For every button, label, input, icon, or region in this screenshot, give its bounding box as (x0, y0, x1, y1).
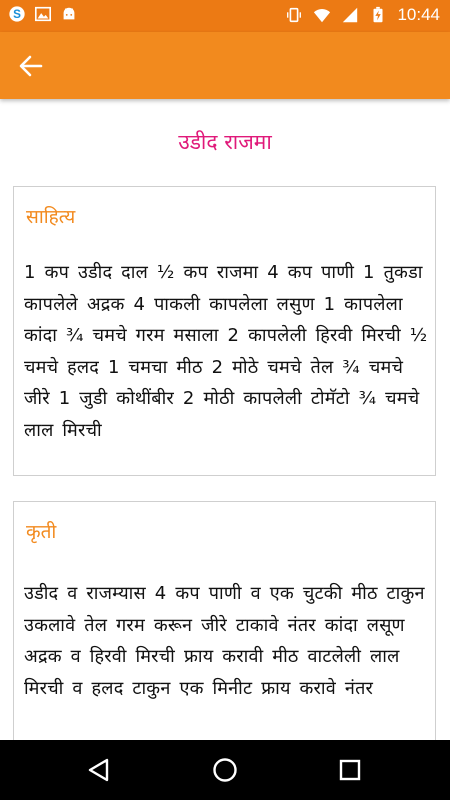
nav-home-button[interactable] (211, 756, 239, 784)
skype-icon (8, 5, 26, 23)
recipe-content[interactable] (0, 100, 450, 740)
nav-back-button[interactable] (85, 756, 113, 784)
ingredients-heading: साहित्य (26, 206, 76, 228)
wifi-icon (313, 6, 331, 24)
svg-text:S: S (13, 8, 21, 22)
image-icon (34, 5, 52, 23)
status-bar (0, 0, 450, 32)
status-time: 10:44 (397, 5, 440, 24)
ingredients-card (13, 186, 436, 476)
battery-charging-icon (369, 6, 387, 24)
nav-recents-button[interactable] (336, 756, 364, 784)
status-right-icons (285, 4, 440, 26)
method-text: उडीद व राजम्यास 4 कप पाणी व एक चुटकी मीठ टाकुन उकलावे तेल गरम करून जीरे टाकावे नंतर कांदा लसूण अद्रक व हिरवी मिरची फ्राय करावी मीठ वाटलेली लाल मिरची व हलद टाकुन एक मिनीट फ्राय करावे नंतर (24, 583, 425, 699)
app-bar (0, 32, 450, 99)
back-triangle-icon (85, 756, 113, 784)
method-heading: कृती (26, 521, 57, 543)
ingredients-text: 1 कप उडीद दाल ½ कप राजमा 4 कप पाणी 1 तुकडा कापलेले अद्रक 4 पाकली कापलेला लसुण 1 कापलेला कांदा ¾ चमचे गरम मसाला 2 कापलेली हिरवी मिरची ½ चमचे हलद 1 चमचा मीठ 2 मोठे चमचे तेल ¾ चमचे जीरे 1 जुडी कोथींबीर 2 मोठी कापलेली टोमॅटो ¾ चमचे लाल मिरची (24, 262, 428, 441)
back-button[interactable] (16, 52, 46, 80)
android-icon (60, 5, 78, 23)
signal-icon (341, 6, 359, 24)
navigation-bar (0, 740, 450, 800)
vibrate-icon (285, 6, 303, 24)
home-circle-icon (211, 756, 239, 784)
method-card (13, 501, 436, 740)
recipe-title: उडीद राजमा (178, 130, 272, 154)
arrow-back-icon (16, 52, 46, 80)
status-left-icons (8, 5, 78, 23)
recents-square-icon (336, 756, 364, 784)
